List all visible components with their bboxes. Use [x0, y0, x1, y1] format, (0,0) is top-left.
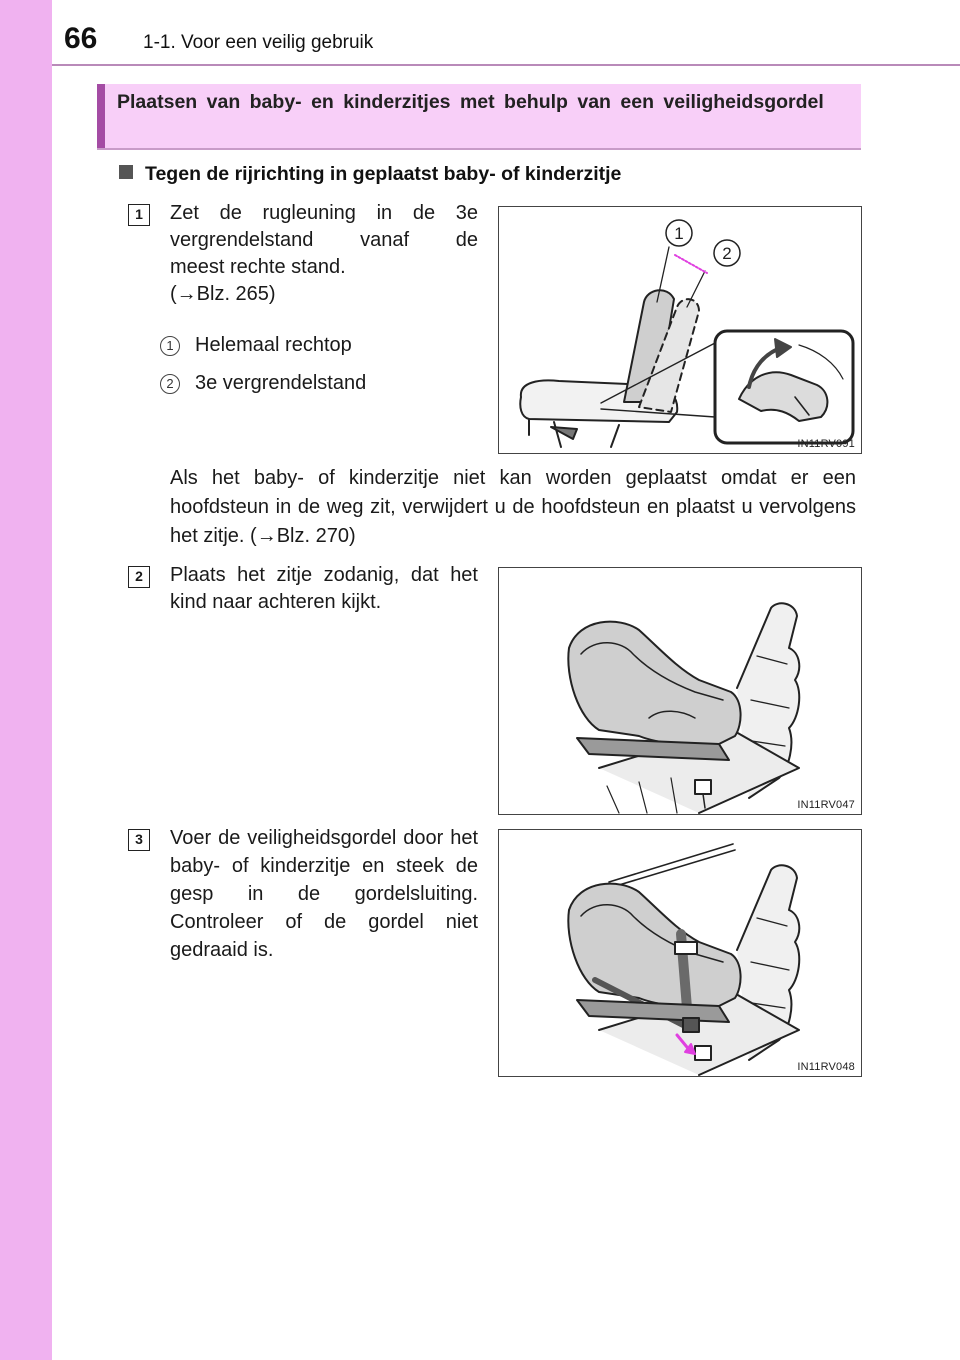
page-number: 66	[64, 22, 98, 55]
side-tab-bar	[0, 0, 52, 1360]
rear-facing-seat-illustration	[499, 568, 862, 815]
figure-belt-routing	[498, 829, 862, 1077]
step-1-note: Als het baby- of kinderzitje niet kan worden geplaatst omdat er een hoofdsteun in de weg zit, verwijdert u de hoofdsteun en plaatst u vervolgens het zitje. (→Blz. 270)	[170, 467, 856, 547]
step-1-line-2: vergrendelstand vanaf de	[170, 229, 478, 251]
square-bullet-icon	[119, 165, 133, 179]
sub-heading	[119, 163, 621, 186]
step-1-text	[170, 200, 478, 308]
step-number-1: 1	[128, 204, 150, 226]
figure-callout-1: 1	[674, 224, 684, 243]
legend-number-2: 2	[160, 374, 180, 394]
figure-seatback-recline	[498, 206, 862, 454]
figure-code: IN11RV047	[797, 799, 855, 811]
seatback-illustration	[499, 207, 862, 454]
sub-heading-text: Tegen de rijrichting in geplaatst baby- of kinderzitje	[145, 163, 622, 185]
figure-rear-facing-seat	[498, 567, 862, 815]
section-header: 1-1. Voor een veilig gebruik	[143, 32, 374, 53]
step-1-line-3: meest rechte stand.	[170, 256, 346, 278]
section-title-box	[97, 84, 861, 150]
figure-code: IN11RV048	[797, 1061, 855, 1073]
step-number-3: 3	[128, 829, 150, 851]
step-number-2: 2	[128, 566, 150, 588]
figure-callout-2: 2	[722, 244, 732, 263]
section-title: Plaatsen van baby- en kinderzitjes met behulp van een veiligheidsgordel	[117, 91, 824, 113]
title-accent-bar	[97, 84, 105, 148]
header-rule	[52, 64, 960, 66]
step-1-reference: (→Blz. 265)	[170, 283, 276, 305]
legend-number-1: 1	[160, 336, 180, 356]
figure-code: IN11RV091	[797, 438, 855, 450]
belt-routing-illustration	[499, 830, 862, 1077]
step-3-text: Voer de veiligheidsgordel door het baby- of kinderzitje en steek de gesp in de gordelsluiting. Controleer of de gordel niet gedraaid is.	[170, 827, 478, 961]
step-2-text: Plaats het zitje zodanig, dat het kind naar achteren kijkt.	[170, 564, 478, 613]
legend-label-1: Helemaal rechtop	[195, 334, 352, 356]
step-1-line-1: Zet de rugleuning in de 3e	[170, 202, 478, 224]
legend-label-2: 3e vergrendelstand	[195, 372, 367, 394]
